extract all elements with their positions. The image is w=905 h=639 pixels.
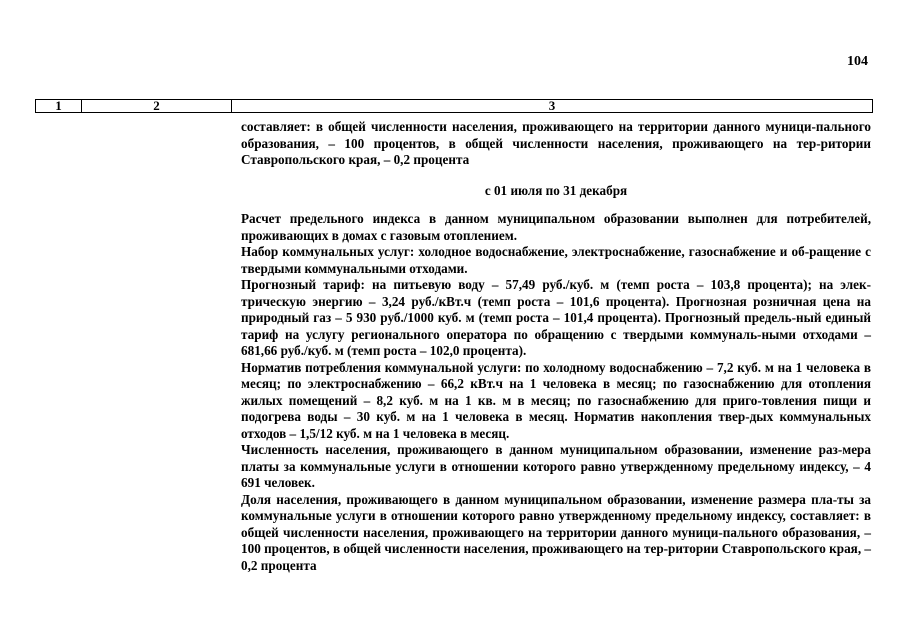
column-header-table: [35, 99, 873, 113]
period-heading: с 01 июля по 31 декабря: [484, 182, 628, 198]
document-body: [241, 119, 871, 574]
paragraph-top-share: составляет: в общей численности населения, проживающего на территории данного муници-пального образования, – 100 процентов, в общей численности населения, проживающего на тер-ритории Ставропольского края, – 0,2 процента: [241, 119, 871, 167]
column-header-3: 3: [232, 100, 873, 113]
column-header-2: 2: [82, 100, 232, 113]
paragraph-population: Численность населения, проживающего в данном муниципальном образовании, изменение раз-мера платы за коммунальные услуги в отношении которого равно утвержденному предельному индексу, – 4 691 человек.: [241, 442, 871, 490]
paragraph-population-share: Доля населения, проживающего в данном муниципальном образовании, изменение размера пла-ты за коммунальные услуги в отношении которого равно утвержденному предельному индексу, составляет: в общей численности населения, проживающего на территории данного муници-пального образования, – 100 процентов, в общей численности населения, проживающего на тер-ритории Ставропольского края, – 0,2 процента: [241, 491, 872, 573]
paragraph-services-set: Набор коммунальных услуг: холодное водоснабжение, электроснабжение, газоснабжение и об-ращение с твердыми коммунальными отходами.: [241, 244, 871, 276]
column-header-1: 1: [36, 100, 82, 113]
column-header-row: [36, 100, 873, 113]
page-number: 104: [847, 54, 868, 69]
paragraph-tariff: Прогнозный тариф: на питьевую воду – 57,49 руб./куб. м (темп роста – 103,8 процента); на элек-трическую энергию – 3,24 руб./кВт.ч (темп роста – 101,6 процента). Прогнозная розничная цена на природный газ – 5 930 руб./1000 куб. м (темп роста – 101,4 процента). Прогнозный предель-ный единый тариф на услугу регионального оператора по обращению с твердыми коммуналь-ными отходами – 681,66 руб./куб. м (темп роста – 102,0 процента).: [241, 277, 871, 358]
paragraph-consumption-norm: Норматив потребления коммунальной услуги: по холодному водоснабжению – 7,2 куб. м на 1 человека в месяц; по электроснабжению – 66,2 кВт.ч на 1 человека в месяц; по газоснабжению для отопления жилых помещений – 8,2 куб. м на 1 кв. м в месяц; по газоснабжению для приго-товления пищи и подогрева воды – 30 куб. м на 1 человека в месяц. Норматив накопления твер-дых коммунальных отходов – 1,5/12 куб. м на 1 человека в месяц.: [241, 359, 871, 441]
paragraph-calculation: Расчет предельного индекса в данном муниципальном образовании выполнен для потребителей, проживающих в домах с газовым отоплением.: [241, 211, 871, 243]
